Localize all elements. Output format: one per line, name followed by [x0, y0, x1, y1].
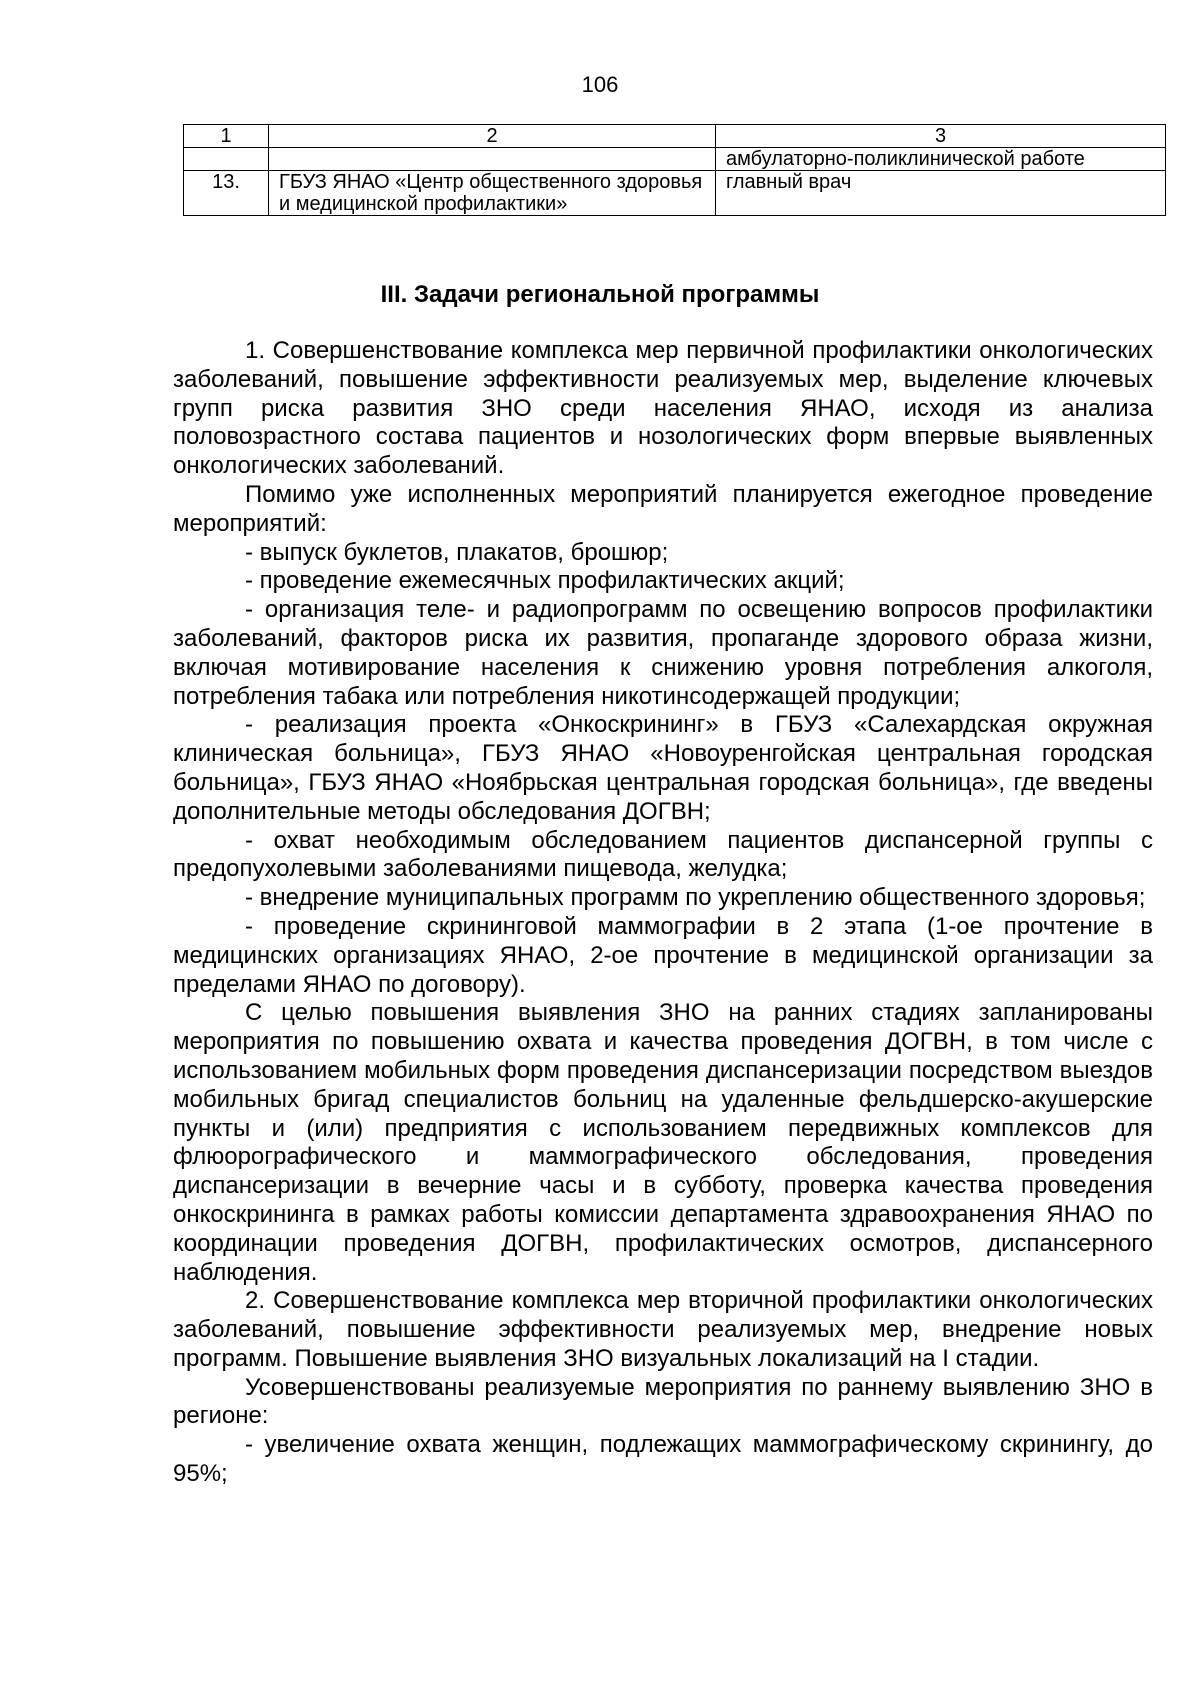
list-item: - выпуск буклетов, плакатов, брошюр;	[245, 538, 669, 566]
paragraph: 1. Совершенствование комплекса мер первичной профилактики онкологических заболеваний, повышение эффективности реализуемых мер, выделение ключевых групп риска развития ЗНО среди населения ЯНАО, исходя из анализа половозрастного состава пациентов и нозологических форм впервые выявленных онкологических заболеваний.	[173, 337, 1153, 480]
paragraph: Усовершенствованы реализуемые мероприятия по раннему выявлению ЗНО в регионе:	[173, 1373, 1153, 1430]
list-item: - проведение ежемесячных профилактических акций;	[245, 567, 845, 595]
paragraph: С целью повышения выявления ЗНО на ранних стадиях запланированы мероприятия по повышению охвата и качества проведения ДОГВН, в том числе с использованием мобильных форм проведения диспансеризации посредством выездов мобильных бригад специалистов больниц на удаленные фельдшерско-акушерские пункты и (или) предприятия с использованием передвижных комплексов для флюорографического и маммографического обследования, проведения диспансеризации в вечерние часы и в субботу, проверка качества проведения онкоскрининга в рамках работы комиссии департамента здравоохранения ЯНАО по координации проведения ДОГВН, профилактических осмотров, диспансерного наблюдения.	[173, 999, 1153, 1286]
list-item: - проведение скрининговой маммографии в 2 этапа (1-ое прочтение в медицинских организациях ЯНАО, 2-ое прочтение в медицинской организации за пределами ЯНАО по договору).	[173, 912, 1153, 998]
table-row	[184, 171, 1166, 216]
list-item: - охват необходимым обследованием пациентов диспансерной группы с предопухолевыми заболеваниями пищевода, желудка;	[173, 826, 1153, 883]
table-cell-position: главный врач	[716, 171, 1166, 216]
list-item: - реализация проекта «Онкоскрининг» в ГБУЗ «Салехардская окружная клиническая больница», ГБУЗ ЯНАО «Новоуренгойская центральная городская больница», ГБУЗ ЯНАО «Ноябрьская центральная городская больница», где введены дополнительные методы обследования ДОГВН;	[173, 711, 1153, 825]
table-header-cell: 2	[269, 125, 716, 148]
list-item: - организация теле- и радиопрограмм по освещению вопросов профилактики заболеваний, факторов риска их развития, пропаганде здорового образа жизни, включая мотивирование населения к снижению уровня потребления алкоголя, потребления табака или потребления никотинсодержащей продукции;	[173, 596, 1153, 710]
table-cell-number	[184, 148, 269, 171]
table-header-cell: 3	[716, 125, 1166, 148]
page-number: 106	[581, 72, 619, 97]
list-item: - увеличение охвата женщин, подлежащих маммографическому скринингу, до 95%;	[173, 1431, 1153, 1488]
table-header-row	[184, 125, 1166, 148]
body-text	[173, 337, 1153, 1489]
table-cell-organization	[269, 148, 716, 171]
table-cell-organization: ГБУЗ ЯНАО «Центр общественного здоровья и медицинской профилактики»	[269, 171, 716, 216]
table-header-cell: 1	[184, 125, 269, 148]
table-cell-position: амбулаторно-поликлинической работе	[716, 148, 1166, 171]
table-cell-number: 13.	[184, 171, 269, 216]
table-row	[184, 148, 1166, 171]
paragraph: Помимо уже исполненных мероприятий планируется ежегодное проведение мероприятий:	[173, 480, 1153, 537]
section-title: III. Задачи региональной программы	[380, 281, 820, 308]
responsible-persons-table	[183, 124, 1166, 216]
list-item: - внедрение муниципальных программ по укреплению общественного здоровья;	[245, 884, 1146, 912]
paragraph: 2. Совершенствование комплекса мер вторичной профилактики онкологических заболеваний, повышение эффективности реализуемых мер, внедрение новых программ. Повышение выявления ЗНО визуальных локализаций на I стадии.	[173, 1287, 1153, 1372]
